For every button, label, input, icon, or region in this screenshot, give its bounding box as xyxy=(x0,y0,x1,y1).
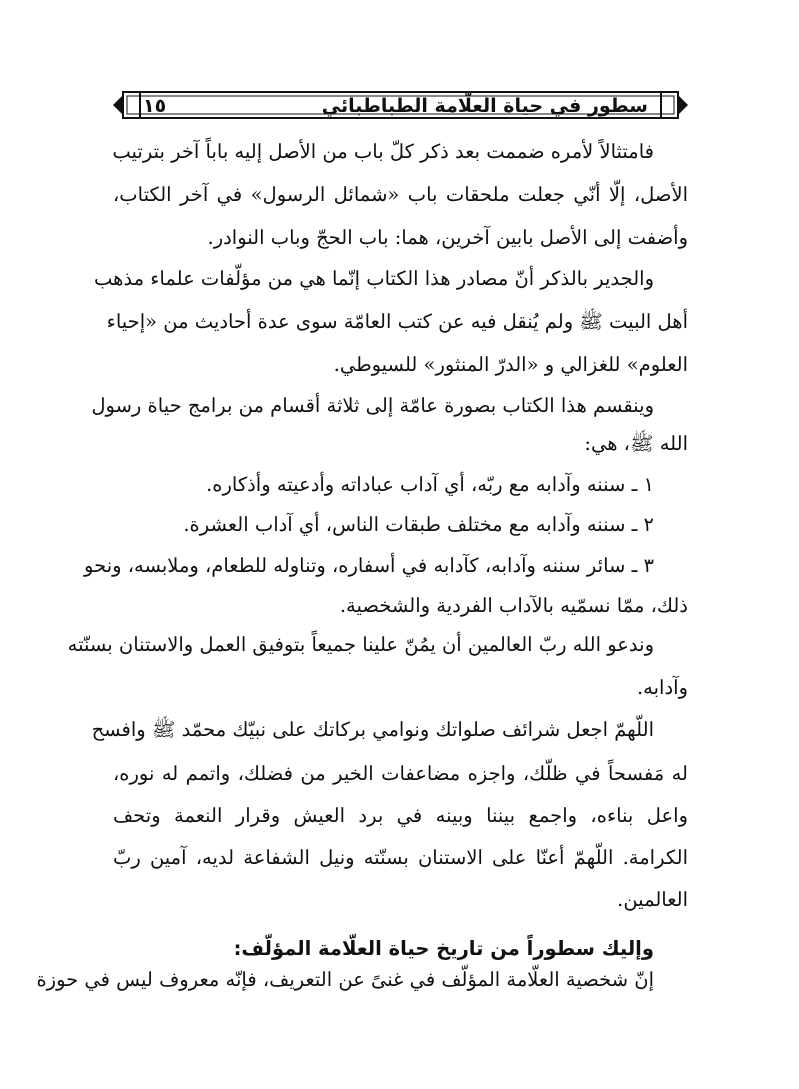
text-line: أهل البيت ﷺ ولم يُنقل فيه عن كتب العامّة سوى عدة أحاديث من «إحياء xyxy=(106,310,688,333)
text-line: الله ﷺ، هي: xyxy=(584,432,688,455)
text-line: اللّهمّ اجعل شرائف صلواتك ونوامي بركاتك على نبيّك محمّد ﷺ وافسح xyxy=(91,718,654,741)
text-line: ٣ ـ سائر سننه وآدابه، كآدابه في أسفاره، وتناوله للطعام، وملابسه، ونحو xyxy=(84,554,654,577)
text-line: ذلك، ممّا نسمّيه بالآداب الفردية والشخصية. xyxy=(339,594,688,617)
text-line: إنّ شخصية العلّامة المؤلّف في غنىً عن التعريف، فإنّه معروف ليس في حوزة xyxy=(36,968,654,991)
text-line: واعل بناءه، واجمع بيننا وبينه في برد العيش وقرار النعمة وتحف xyxy=(113,804,688,827)
text-line: الكرامة. اللّهمّ أعنّا على الاستنان بسنّته ونيل الشفاعة لديه، آمين ربّ xyxy=(113,846,688,869)
text-line: العلوم» للغزالي و «الدرّ المنثور» للسيوطي. xyxy=(333,353,688,376)
header-title: سطور في حياة العلّامة الطباطبائي xyxy=(321,95,648,117)
text-line: ٢ ـ سننه وآدابه مع مختلف طبقات الناس، أي آداب العشرة. xyxy=(183,513,654,536)
text-line: فامتثالاً لأمره ضممت بعد ذكر كلّ باب من الأصل إليه باباً آخر بترتيب xyxy=(112,140,654,163)
text-line: وأضفت إلى الأصل بابين آخرين، هما: باب الحجّ وباب النوادر. xyxy=(207,226,688,249)
running-header xyxy=(113,86,688,124)
section-heading: وإليك سطوراً من تاريخ حياة العلّامة المؤلّف: xyxy=(233,937,654,960)
text-line: العالمين. xyxy=(617,888,688,911)
text-line: ١ ـ سننه وآدابه مع ربّه، أي آداب عباداته وأدعيته وأذكاره. xyxy=(206,473,654,496)
text-line: والجدير بالذكر أنّ مصادر هذا الكتاب إنّما هي من مؤلّفات علماء مذهب xyxy=(93,267,654,290)
text-line: وندعو الله ربّ العالمين أن يمُنّ علينا جميعاً بتوفيق العمل والاستنان بسنّته xyxy=(67,633,654,656)
page-number: ١٥ xyxy=(143,95,167,117)
text-line: الأصل، إلّا أنّي جعلت ملحقات باب «شمائل الرسول» في آخر الكتاب، xyxy=(113,183,688,206)
text-line: وآدابه. xyxy=(636,676,688,699)
text-line: وينقسم هذا الكتاب بصورة عامّة إلى ثلاثة أقسام من برامج حياة رسول xyxy=(91,394,654,417)
text-line: له مَفسحاً في ظلّك، واجزه مضاعفات الخير من فضلك، واتمم له نوره، xyxy=(113,762,688,785)
